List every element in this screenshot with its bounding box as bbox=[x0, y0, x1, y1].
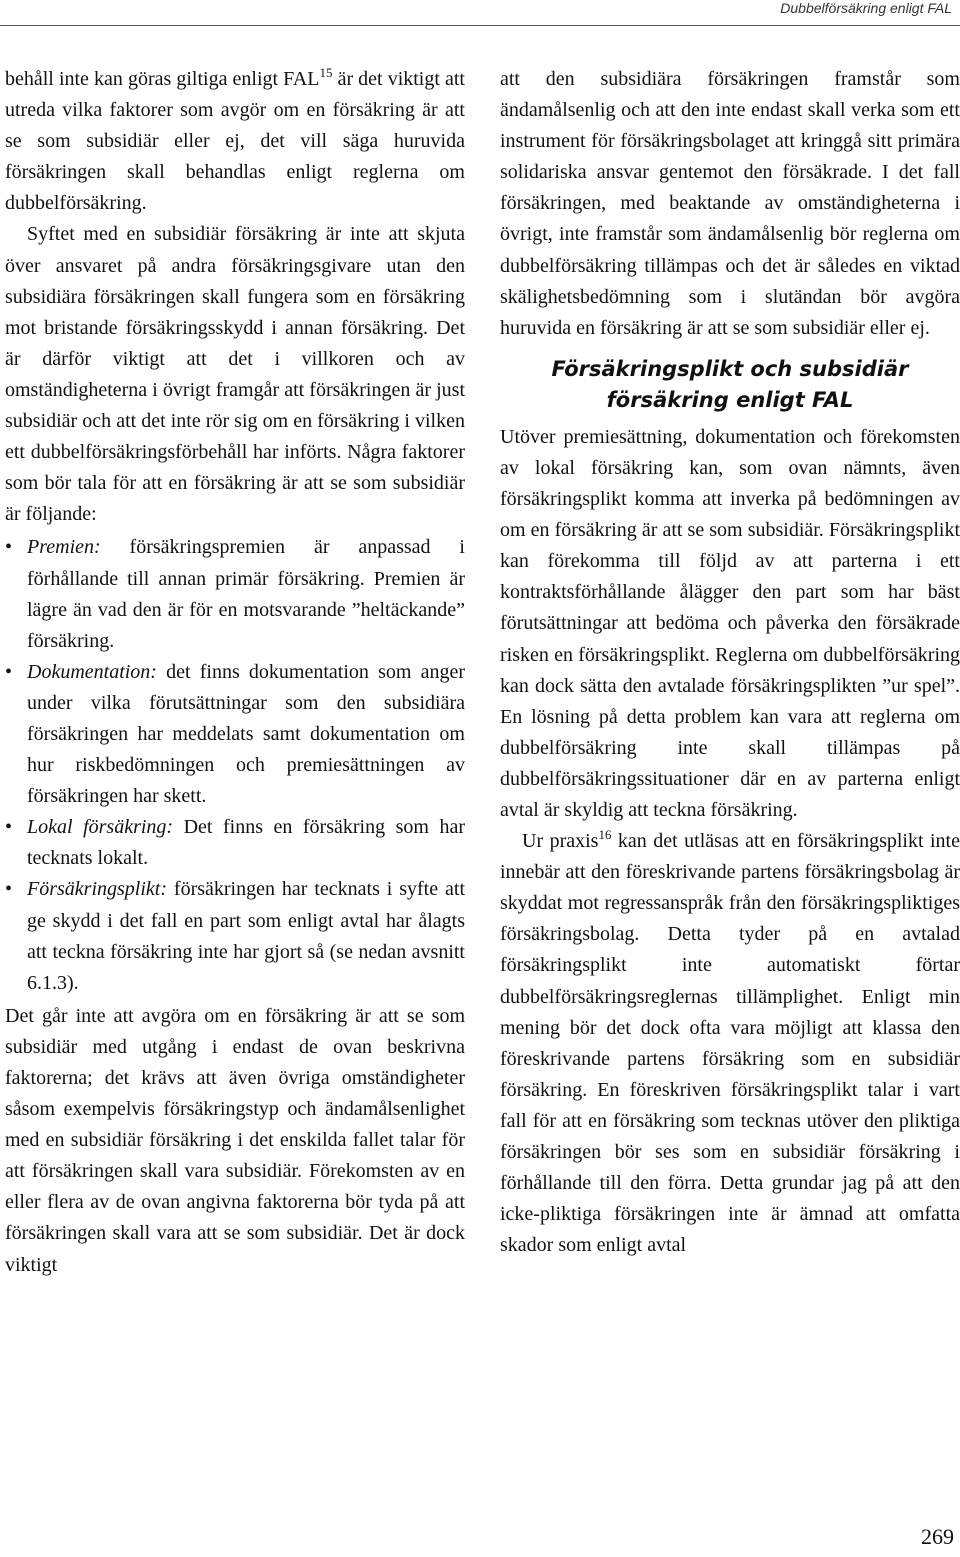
bullet: • bbox=[5, 536, 13, 559]
list-item-term: Lokal försäkring: bbox=[27, 816, 174, 839]
list-item bbox=[5, 657, 465, 812]
factor-list bbox=[5, 532, 465, 998]
list-item bbox=[5, 874, 465, 998]
page-header bbox=[0, 0, 960, 26]
list-item-text: Det finns en försäkring som har tecknats lokalt. bbox=[27, 816, 465, 870]
footnote-ref-16[interactable]: 16 bbox=[598, 827, 612, 843]
paragraph: Det går inte att avgöra om en försäkring är att se som subsidiär med utgång i endast de ovan beskrivna faktorerna; det krävs att även övriga omständigheter såsom exempelvis försäkringstyp och ändamålsenlighet med en subsidiär försäkring i det enskilda fallet talar för att försäkringen skall vara subsidiär. Förekomsten av en eller flera av de ovan angivna faktorerna bör tyda på att försäkringen skall vara att se som subsidiär. Det är dock viktigt bbox=[5, 1004, 465, 1276]
running-head: Dubbelförsäkring enligt FAL bbox=[780, 0, 952, 16]
list-item bbox=[5, 812, 465, 874]
page-number: 269 bbox=[921, 1524, 954, 1549]
paragraph-text: Ur praxis bbox=[522, 830, 599, 853]
list-item-term: Premien: bbox=[27, 536, 101, 559]
bullet: • bbox=[5, 660, 13, 683]
list-item-text: det finns dokumentation som anger under vilka förutsättningar som den subsidiära försäkringen har meddelats samt dokumentation om hur riskbedömningen och premiesättningen av försäkringen har skett. bbox=[27, 660, 465, 808]
bullet: • bbox=[5, 816, 13, 839]
list-item-term: Dokumentation: bbox=[27, 660, 157, 683]
paragraph-text: är det viktigt att utreda vilka faktorer som avgör om en försäkring är att se som subsidiär eller ej, det vill säga huruvida försäkringen skall behandlas enligt reglerna om dubbelförsäkring. bbox=[5, 68, 465, 215]
section-heading-line: Försäkringsplikt och subsidiär bbox=[551, 356, 909, 381]
list-item-text: försäkringen har tecknats i syfte att ge skydd i det fall en part som enligt avtal har ålagts att teckna försäkring inte har gjort så (se nedan avsnitt 6.1.3). bbox=[27, 878, 465, 994]
right-column bbox=[500, 64, 960, 1261]
footnote-ref-15[interactable]: 15 bbox=[319, 65, 333, 81]
left-column bbox=[5, 64, 465, 1281]
paragraph-text: behåll inte kan göras giltiga enligt FAL bbox=[5, 68, 320, 90]
list-item-term: Försäkringsplikt: bbox=[27, 878, 167, 901]
bullet: • bbox=[5, 878, 13, 901]
paragraph bbox=[5, 64, 465, 219]
list-item-text: försäkringspremien är anpassad i förhållande till annan primär försäkring. Premien är lägre än vad den är för en motsvarande ”heltäckande” försäkring. bbox=[27, 536, 465, 652]
paragraph: Syftet med en subsidiär försäkring är inte att skjuta över ansvaret på andra försäkringsgivare utan den subsidiära försäkringen skall fungera som en försäkring mot bristande försäkringsskydd i annan försäkring. Det är därför viktigt att det i villkoren och av omständigheterna i övrigt framgår att försäkringen är just subsidiär och att det inte rör sig om en försäkring i vilken ett dubbelförsäkringsförbehåll har införts. Några faktorer som bör tala för att en försäkring är att se som subsidiär är följande: bbox=[5, 223, 465, 526]
section-heading-line: försäkring enligt FAL bbox=[606, 387, 854, 412]
paragraph-text: kan det utläsas att en försäkringsplikt inte innebär att den föreskrivande partens försäkringsbolag är skyddat mot regressanspråk från den försäkringspliktiges försäkringsbolag. Detta tyder på en avtalad försäkringsplikt inte automatiskt förtar dubbelförsäkringsreglernas tillämplighet. Enligt min mening bör det dock ofta vara möjligt att klassa den föreskrivande partens försäkring som en subsidiär försäkring. En föreskriven försäkringsplikt talar i vart fall för att en försäkring som tecknas utöver den pliktiga försäkringen bör ses som en subsidiär försäkring i förhållande till den förra. Detta grundar jag på att den icke-pliktiga försäkringen inte är ämnad att omfatta skador som enligt avtal bbox=[500, 830, 960, 1257]
paragraph bbox=[500, 826, 960, 1261]
list-item bbox=[5, 532, 465, 656]
section-heading bbox=[500, 354, 960, 416]
paragraph: Utöver premiesättning, dokumentation och förekomsten av lokal försäkring kan, som ovan nämnts, även försäkringsplikt komma att inverka på bedömningen av om en försäkring är att se som subsidiär. Försäkringsplikt kan förekomma till följd av att parterna i ett kontraktsförhållande ålägger den part som har bäst förutsättningar att bedöma och påverka den försäkrade risken en försäkringsplikt. Reglerna om dubbelförsäkring kan dock sätta den avtalade försäkringsplikten ”ur spel”. En lösning på detta problem kan vara att reglerna om dubbelförsäkring inte skall tillämpas på dubbelförsäkringssituationer där en av parterna enligt avtal är skyldig att teckna försäkring. bbox=[500, 425, 960, 821]
paragraph: att den subsidiära försäkringen framstår som ändamålsenlig och att den inte endast skall verka som ett instrument för försäkringsbolaget att kringgå sitt primära solidariska ansvar gentemot den försäkrade. I det fall försäkringen, med beaktande av omständigheterna i övrigt, inte framstår som ändamålsenlig bör reglerna om dubbelförsäkring tillämpas och det är således en viktad skälighetsbedömning som i slutändan bör avgöra huruvida en försäkring är att se som subsidiär eller ej. bbox=[500, 68, 960, 339]
header-rule bbox=[0, 25, 960, 26]
